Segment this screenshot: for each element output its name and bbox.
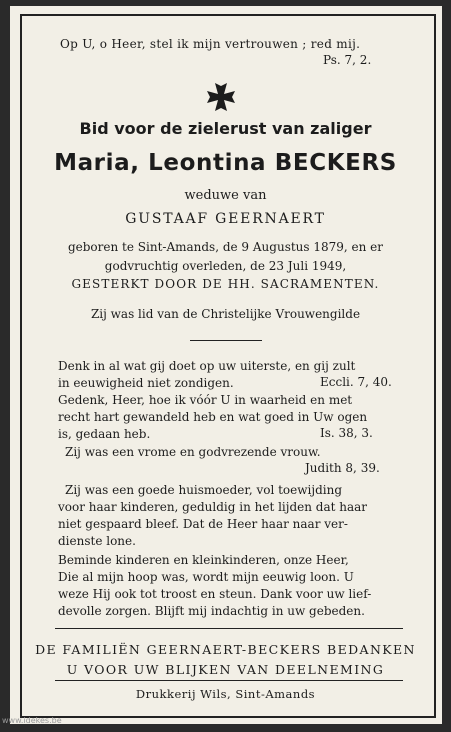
verse-line: Gedenk, Heer, hoe ik vóór U in waarheid en met <box>58 393 353 407</box>
paragraph-line: Beminde kinderen en kleinkinderen, onze Heer, <box>58 553 349 567</box>
paragraph-line: Zij was een goede huismoeder, vol toewijding <box>65 483 343 497</box>
verse-line: Denk in al wat gij doet op uw uiterste, en gij zult <box>58 359 356 373</box>
widow-of-label: weduwe van <box>184 188 267 203</box>
cross-patee-icon <box>205 81 237 113</box>
prayer-request: Bid voor de zielerust van zaliger <box>79 119 372 138</box>
birth-line: geboren te Sint-Amands, de 9 Augustus 1879, en er <box>67 240 384 254</box>
watermark: www.idekes.be <box>2 716 62 725</box>
printer-credit: Drukkerij Wils, Sint-Amands <box>135 687 316 701</box>
verse-line: is, gedaan heb. <box>58 427 151 441</box>
divider-bottom <box>55 680 403 681</box>
motto-reference: Ps. 7, 2. <box>323 53 372 67</box>
paragraph-children <box>58 552 406 620</box>
death-line: godvruchtig overleden, de 23 Juli 1949, <box>104 258 347 273</box>
birth-death-details <box>0 238 451 294</box>
verse-3-reference: Judith 8, 39. <box>305 461 380 475</box>
verse-3 <box>65 444 413 461</box>
paragraph-line: weze Hij ook tot troost en steun. Dank voor uw lief- <box>58 587 372 601</box>
paragraph-line: devolle zorgen. Blijft mij indachtig in uw gebeden. <box>58 604 365 618</box>
paragraph-line: Die al mijn hoop was, wordt mijn eeuwig loon. U <box>58 570 354 584</box>
thanks-line: DE FAMILIËN GEERNAERT-BECKERS BEDANKEN <box>35 642 416 657</box>
verse-1-reference: Eccli. 7, 40. <box>320 375 392 389</box>
divider-short <box>190 340 262 341</box>
paragraph-line: niet gespaard bleef. Dat de Heer haar naar ver- <box>58 517 348 531</box>
thanks-line: U VOOR UW BLIJKEN VAN DEELNEMING <box>66 662 385 677</box>
paragraph-line: dienste lone. <box>58 534 136 548</box>
paragraph-housemother <box>58 482 406 550</box>
deceased-name: Maria, Leontina BECKERS <box>54 150 397 176</box>
verse-2-reference: Is. 38, 3. <box>320 426 373 440</box>
divider-top <box>55 628 403 629</box>
verse-line: recht hart gewandeld heb en wat goed in Uw ogen <box>58 410 368 424</box>
family-thanks <box>0 640 451 680</box>
verse-line: in eeuwigheid niet zondigen. <box>58 376 234 390</box>
husband-name: GUSTAAF GEERNAERT <box>125 211 326 227</box>
membership-line: Zij was lid van de Christelijke Vrouwengilde <box>90 307 361 321</box>
motto: Op U, o Heer, stel ik mijn vertrouwen ; red mij. <box>60 37 361 51</box>
paragraph-line: voor haar kinderen, geduldig in het lijden dat haar <box>58 500 368 514</box>
sacraments-line: GESTERKT DOOR DE HH. SACRAMENTEN. <box>71 277 380 291</box>
verse-line: Zij was een vrome en godvrezende vrouw. <box>65 445 321 459</box>
